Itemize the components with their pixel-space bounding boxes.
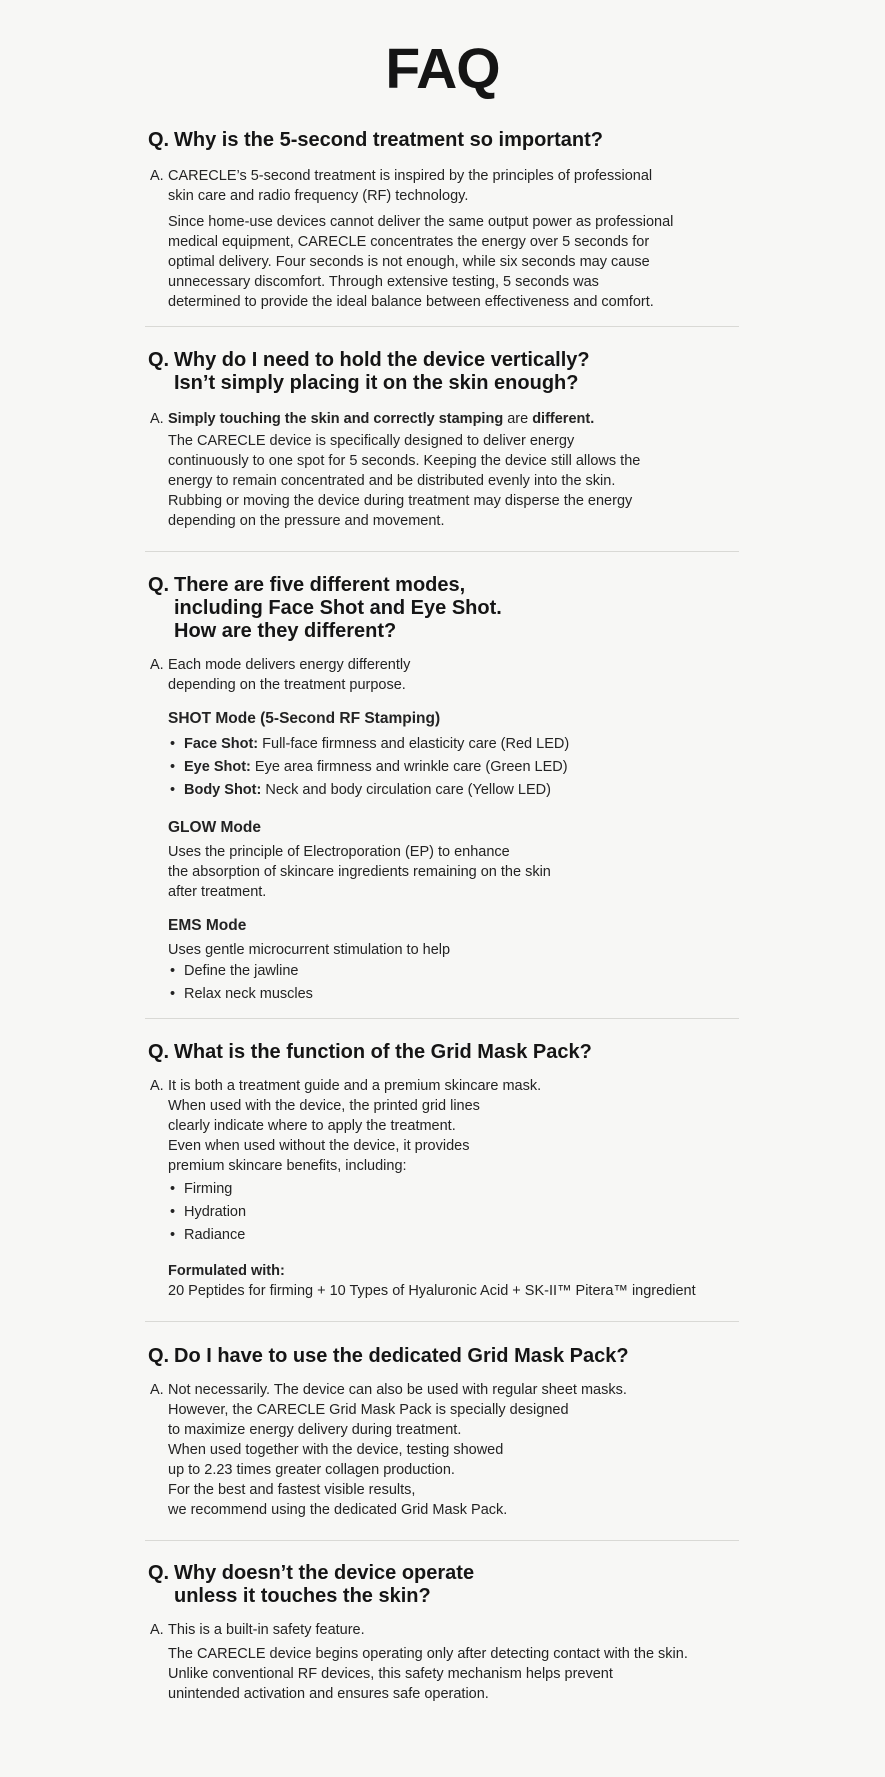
answer-line: Each mode delivers energy differently bbox=[168, 657, 411, 673]
answer-line: the absorption of skincare ingredients remaining on the skin bbox=[168, 864, 551, 880]
list-item: • Define the jawline bbox=[168, 960, 738, 983]
answer-line: up to 2.23 times greater collagen production. bbox=[168, 1462, 455, 1478]
answer-line: Not necessarily. The device can also be used with regular sheet masks. bbox=[168, 1382, 627, 1398]
answer-line: The CARECLE device begins operating only after detecting contact with the skin. bbox=[168, 1646, 688, 1662]
list-item bbox=[168, 756, 738, 779]
answer-line: to maximize energy delivery during treatment. bbox=[168, 1422, 462, 1438]
answer-line: depending on the pressure and movement. bbox=[168, 513, 445, 529]
list-item: • Hydration bbox=[168, 1201, 738, 1224]
question-marker: Q. bbox=[148, 1041, 170, 1063]
list-item: • Relax neck muscles bbox=[168, 983, 738, 1006]
faq-answer bbox=[148, 409, 738, 531]
answer-line: Uses gentle microcurrent stimulation to help bbox=[168, 942, 451, 958]
question-line: How are they different? bbox=[174, 620, 397, 642]
question-line: unless it touches the skin? bbox=[174, 1585, 431, 1607]
answer-lead bbox=[168, 409, 738, 429]
section-divider bbox=[145, 326, 739, 327]
section-divider bbox=[145, 1540, 739, 1541]
answer-line: unnecessary discomfort. Through extensive testing, 5 seconds was bbox=[168, 274, 599, 290]
shot-name: Face Shot: bbox=[184, 736, 259, 752]
faq-item-5 bbox=[148, 1345, 738, 1520]
answer-line: determined to provide the ideal balance between effectiveness and comfort. bbox=[168, 294, 654, 310]
answer-line: skin care and radio frequency (RF) technology. bbox=[168, 188, 469, 204]
answer-line: medical equipment, CARECLE concentrates the energy over 5 seconds for bbox=[168, 234, 650, 250]
answer-marker: A. bbox=[150, 1078, 164, 1094]
page-title: FAQ bbox=[385, 37, 500, 101]
list-item: • Radiance bbox=[168, 1224, 738, 1247]
faq-item-3 bbox=[148, 574, 738, 1006]
answer-line: Even when used without the device, it provides bbox=[168, 1138, 470, 1154]
faq-question bbox=[148, 1562, 738, 1608]
question-line: Why doesn’t the device operate bbox=[174, 1562, 475, 1584]
answer-line: This is a built-in safety feature. bbox=[168, 1622, 365, 1638]
glow-mode-heading: GLOW Mode bbox=[168, 819, 261, 836]
section-divider bbox=[145, 1321, 739, 1322]
answer-line: It is both a treatment guide and a premium skincare mask. bbox=[168, 1078, 542, 1094]
lead-bold: different. bbox=[532, 411, 595, 427]
faq-answer bbox=[148, 1076, 738, 1301]
faq-answer bbox=[148, 1380, 738, 1520]
answer-line: depending on the treatment purpose. bbox=[168, 677, 406, 693]
answer-line: after treatment. bbox=[168, 884, 267, 900]
faq-answer bbox=[148, 1620, 738, 1704]
answer-line: unintended activation and ensures safe operation. bbox=[168, 1686, 489, 1702]
answer-line: we recommend using the dedicated Grid Mask Pack. bbox=[168, 1502, 508, 1518]
faq-question bbox=[148, 1041, 738, 1064]
section-divider bbox=[145, 1018, 739, 1019]
question-line: Why is the 5-second treatment so important? bbox=[174, 129, 603, 151]
faq-question bbox=[148, 349, 738, 395]
shot-mode-list bbox=[168, 733, 738, 802]
faq-question bbox=[148, 129, 738, 152]
formula-heading: Formulated with: bbox=[168, 1263, 285, 1279]
question-line: What is the function of the Grid Mask Pack? bbox=[174, 1041, 592, 1063]
shot-name: Eye Shot: bbox=[184, 759, 251, 775]
answer-line: When used together with the device, testing showed bbox=[168, 1442, 504, 1458]
answer-marker: A. bbox=[150, 1382, 164, 1398]
list-item: • Firming bbox=[168, 1178, 738, 1201]
answer-marker: A. bbox=[150, 168, 164, 184]
answer-line: Since home-use devices cannot deliver the same output power as professional bbox=[168, 214, 674, 230]
faq-item-2 bbox=[148, 349, 738, 531]
answer-line: continuously to one spot for 5 seconds. Keeping the device still allows the bbox=[168, 453, 641, 469]
faq-answer bbox=[148, 655, 738, 1006]
answer-marker: A. bbox=[150, 657, 164, 673]
lead-bold: Simply touching the skin and correctly stamping bbox=[168, 411, 504, 427]
benefits-list bbox=[168, 1178, 738, 1247]
faq-answer bbox=[148, 166, 738, 312]
answer-line: Rubbing or moving the device during treatment may disperse the energy bbox=[168, 493, 633, 509]
answer-line: optimal delivery. Four seconds is not enough, while six seconds may cause bbox=[168, 254, 650, 270]
lead-plain: are bbox=[503, 411, 533, 427]
shot-mode-heading: SHOT Mode (5-Second RF Stamping) bbox=[168, 710, 441, 727]
question-marker: Q. bbox=[148, 349, 170, 371]
answer-line: However, the CARECLE Grid Mask Pack is specially designed bbox=[168, 1402, 569, 1418]
list-item bbox=[168, 733, 738, 756]
question-line: Do I have to use the dedicated Grid Mask Pack? bbox=[174, 1345, 629, 1367]
answer-line: For the best and fastest visible results, bbox=[168, 1482, 416, 1498]
question-marker: Q. bbox=[148, 129, 170, 151]
shot-desc: Full-face firmness and elasticity care (Red LED) bbox=[258, 736, 570, 752]
question-line: including Face Shot and Eye Shot. bbox=[174, 597, 502, 619]
question-marker: Q. bbox=[148, 1562, 170, 1584]
ems-mode-list bbox=[168, 960, 738, 1006]
question-marker: Q. bbox=[148, 574, 170, 596]
answer-line: When used with the device, the printed grid lines bbox=[168, 1098, 480, 1114]
answer-line: The CARECLE device is specifically designed to deliver energy bbox=[168, 433, 575, 449]
section-divider bbox=[145, 551, 739, 552]
answer-line: CARECLE’s 5-second treatment is inspired by the principles of professional bbox=[168, 168, 653, 184]
question-line: Why do I need to hold the device vertically? bbox=[174, 349, 590, 371]
answer-line: energy to remain concentrated and be distributed evenly into the skin. bbox=[168, 473, 616, 489]
faq-item-4 bbox=[148, 1041, 738, 1301]
answer-line: Unlike conventional RF devices, this safety mechanism helps prevent bbox=[168, 1666, 613, 1682]
answer-marker: A. bbox=[150, 1622, 164, 1638]
answer-marker: A. bbox=[150, 411, 164, 427]
question-line: Isn’t simply placing it on the skin enough? bbox=[174, 372, 579, 394]
answer-line: premium skincare benefits, including: bbox=[168, 1158, 407, 1174]
faq-item-1 bbox=[148, 129, 738, 312]
faq-question bbox=[148, 1345, 738, 1368]
ems-mode-heading: EMS Mode bbox=[168, 917, 247, 934]
answer-line: Uses the principle of Electroporation (EP) to enhance bbox=[168, 844, 510, 860]
question-line: There are five different modes, bbox=[174, 574, 466, 596]
shot-desc: Eye area firmness and wrinkle care (Green LED) bbox=[250, 759, 568, 775]
faq-question bbox=[148, 574, 738, 643]
formula-text: 20 Peptides for firming + 10 Types of Hyaluronic Acid + SK-II™ Pitera™ ingredient bbox=[168, 1283, 696, 1299]
shot-name: Body Shot: bbox=[184, 782, 262, 798]
answer-line: clearly indicate where to apply the treatment. bbox=[168, 1118, 456, 1134]
shot-desc: Neck and body circulation care (Yellow LED) bbox=[261, 782, 551, 798]
faq-item-6 bbox=[148, 1562, 738, 1704]
list-item bbox=[168, 779, 738, 802]
question-marker: Q. bbox=[148, 1345, 170, 1367]
